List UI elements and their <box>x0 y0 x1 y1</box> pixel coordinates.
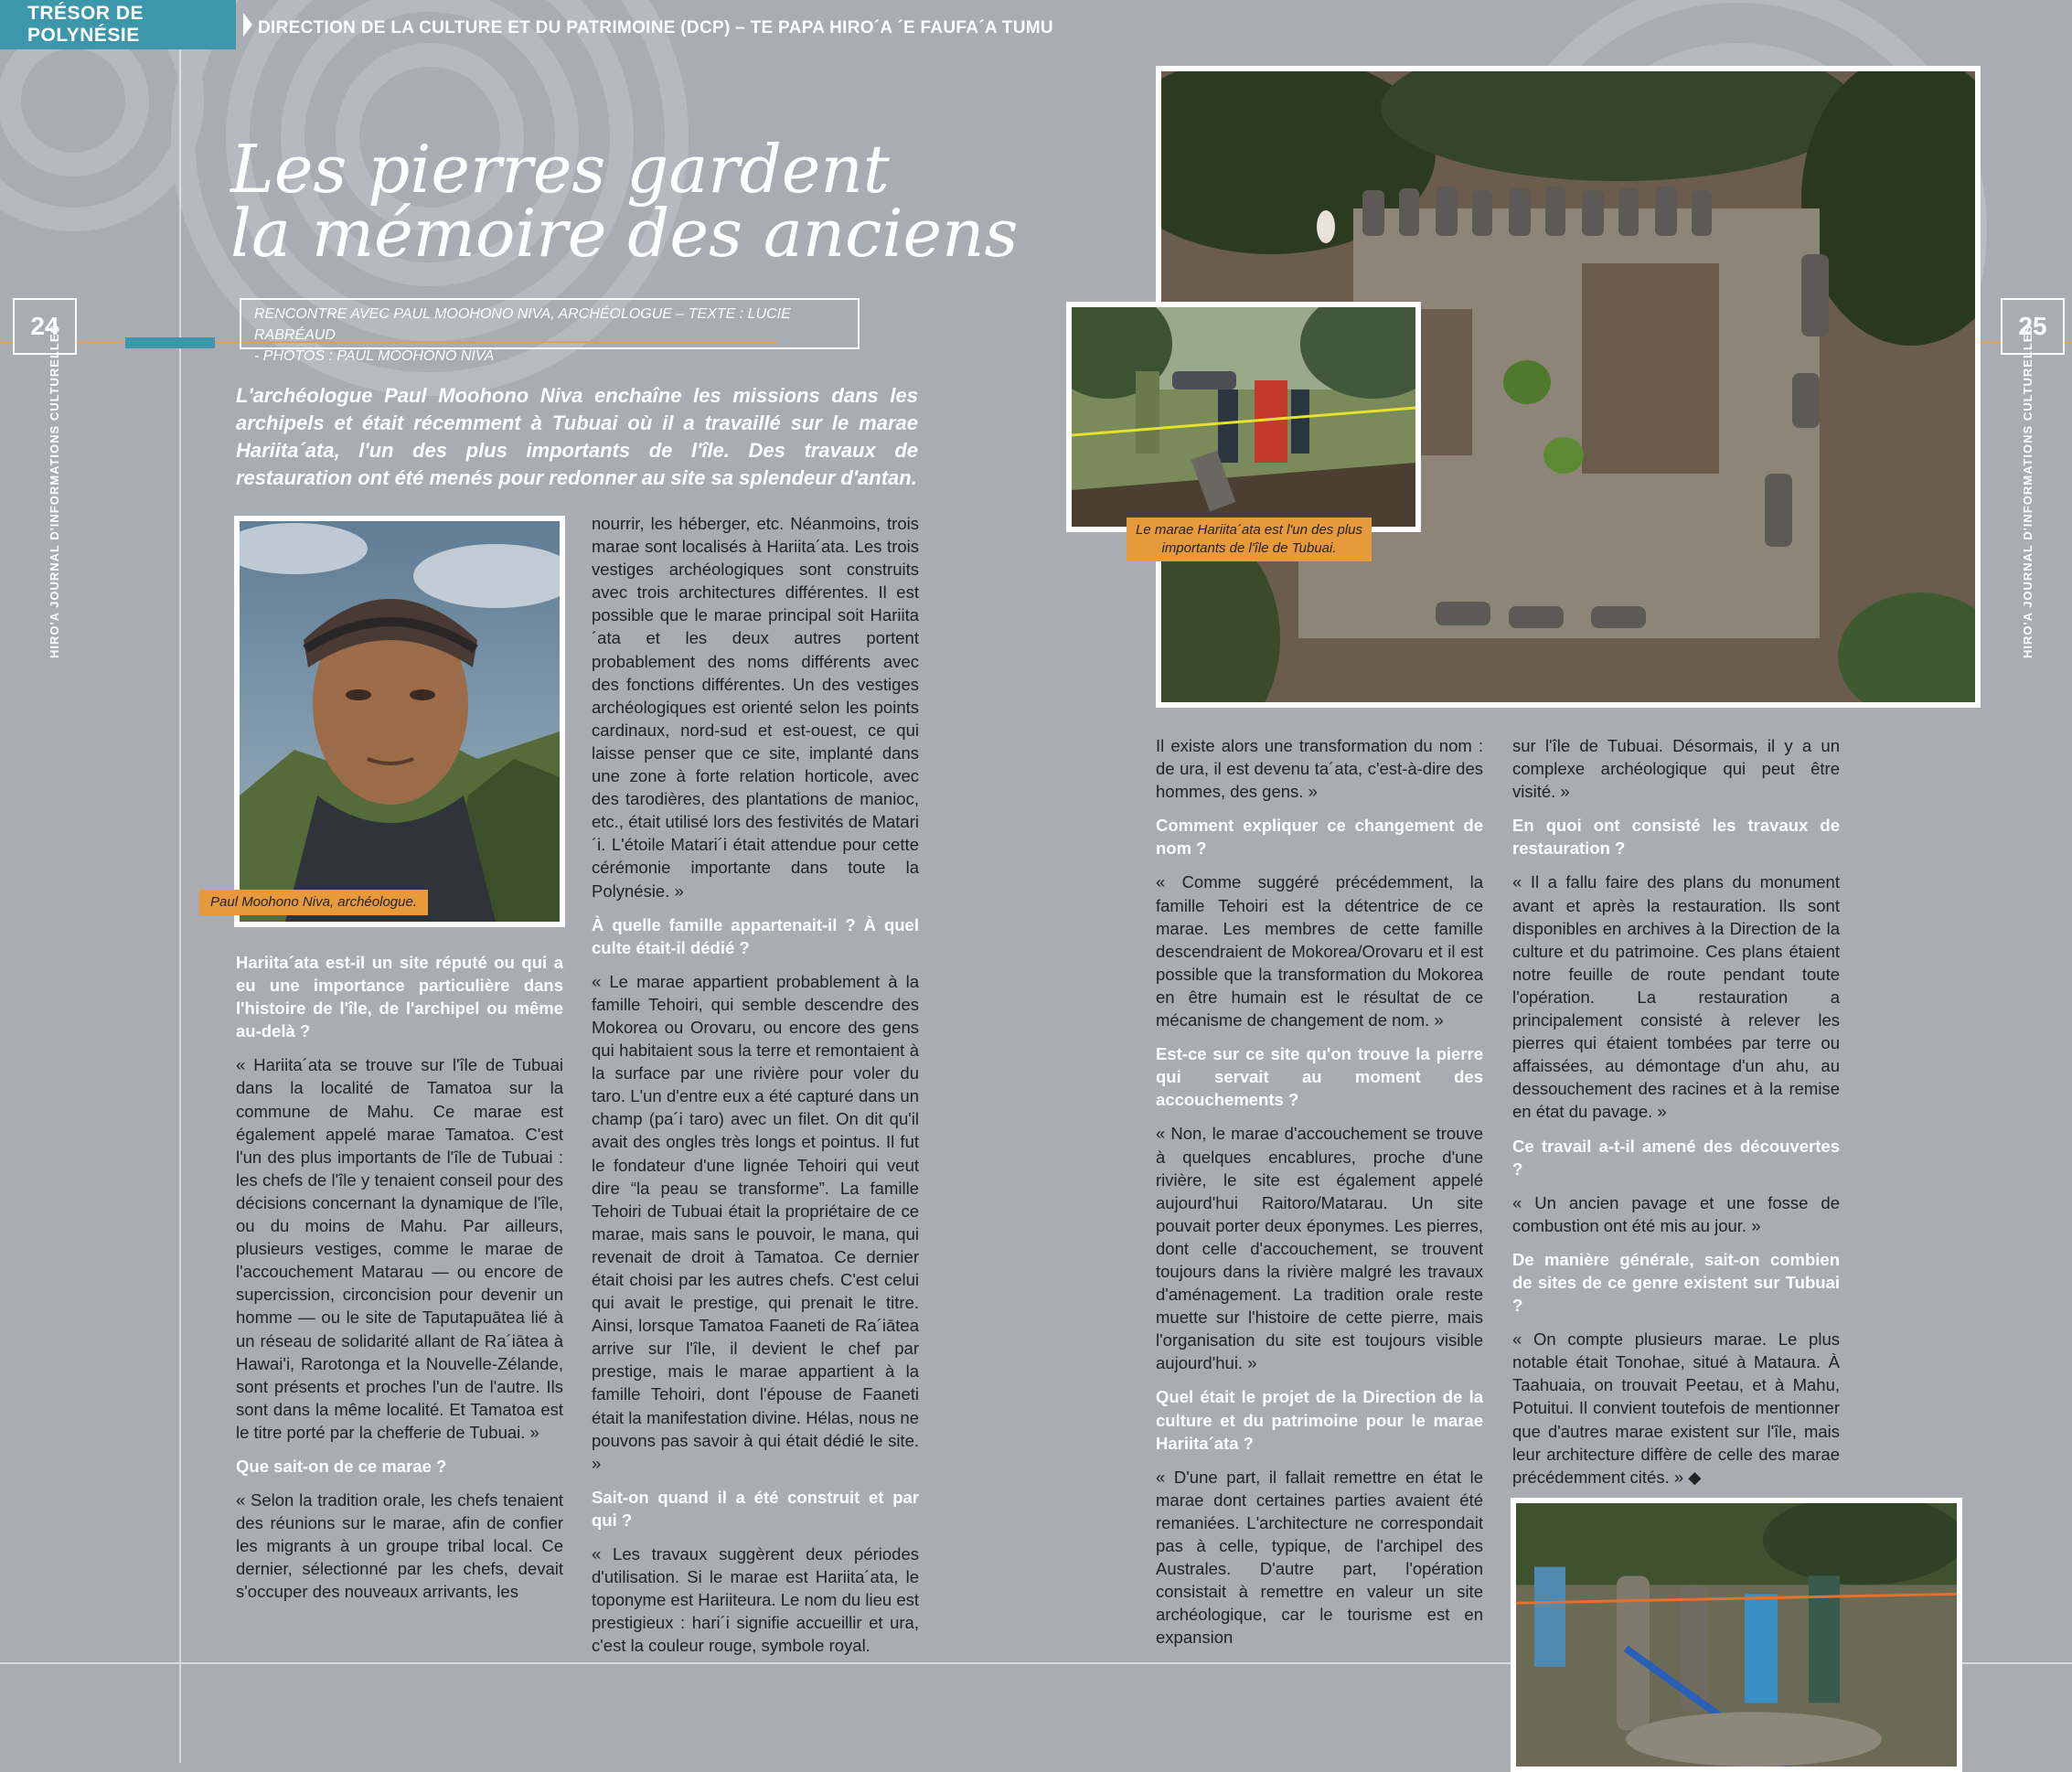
answer-2-start: « Selon la tradition orale, les chefs tenaient des réunions sur le marae, afin de confier les migrants à un groupe tribal local. Ce dernier, sélectionné par les chefs, devait s'occuper des nouveaux arrivants, les <box>236 1490 563 1602</box>
question-2: Que sait-on de ce marae ? <box>236 1456 447 1476</box>
column-3 <box>1156 734 1483 1660</box>
article-credits <box>240 298 860 364</box>
question-4: Sait-on quand il a été construit et par qui ? <box>592 1487 919 1530</box>
aerial-caption: Le marae Hariita´ata est l'un des plus importants de l'île de Tubuai. <box>1127 518 1372 561</box>
portrait-photo <box>234 516 565 927</box>
answer-6: « Non, le marae d'accouchement se trouve à quelques encablures, proche d'une rivière, le site est également appelé aujourd'hui Raitoro/Matarau. Un site pouvait porter deux éponymes. Les pierres, dont celle d'accouchement, se trouvent toujours dans la rivière malgré les travaux d'aménagement. La tradition orale reste muette sur l'histoire de cette pierre, mais l'organisation du site est toujours visible aujourd'hui. » <box>1156 1124 1483 1373</box>
header-arrow-icon <box>243 13 252 37</box>
answer-8: « Il a fallu faire des plans du monument avant et après la restauration. Ils sont disponibles en archives à la Direction de la culture et du patrimoine. Ces plans étaient notre feuille de route pendant toute l'opération. La restauration a principalement consisté à relever les pierres qui étaient tombées par terre ou affaissées, au démontage d'un ahu, au dessouchement des racines et à la remise en état du pavage. » <box>1512 872 1840 1122</box>
header-subtitle: DIRECTION DE LA CULTURE ET DU PATRIMOINE (DCP) – TE PAPA HIRO´A ´E FAUFA´A TUMU <box>258 18 1053 37</box>
answer-9: « Un ancien pavage et une fosse de combustion ont été mis au jour. » <box>1512 1192 1840 1235</box>
question-5: Comment expliquer ce changement de nom ? <box>1156 816 1483 859</box>
article-title-line1: Les pierres gardent <box>230 131 890 208</box>
column-2 <box>592 512 919 1669</box>
question-1: Hariita´ata est-il un site réputé ou qui a eu une importance particulière dans l'histoire de l'île, de l'archipel ou même au-delà ? <box>236 953 563 1041</box>
portrait-image <box>240 521 560 922</box>
answer-2-continued: nourrir, les héberger, etc. Néanmoins, trois marae sont localisés à Hariita´ata. Les trois vestiges archéologiques sont construits avec trois architectures différentes. Il est possible que le marae principal soit Hariita´ata et les deux autres portent probablement des noms différents avec des fonctions différentes. Un des vestiges archéologiques est orienté selon les points cardinaux, nord-sud et est-ouest, ce qui laisse penser que ce site, implanté dans une zone à forte relation horticole, avec des tarodières, des plantations de manioc, etc., était utilisé lors des festivités de Matari´i. L'étoile Matari´i était attendue pour cette cérémonie importante dans toute la Polynésie. » <box>592 514 919 901</box>
answer-7-start: « D'une part, il fallait remettre en état le marae dont certaines parties avaient été remaniées. L'architecture ne correspondait pas à celle, typique, de l'archipel des Australes. D'autre part, l'opération consistait à remettre en valeur un site archéologique, car le tourisme est en expansion <box>1156 1467 1483 1648</box>
question-9: Ce travail a-t-il amené des découvertes ? <box>1512 1136 1840 1179</box>
accent-bar <box>125 337 215 348</box>
column-4 <box>1512 734 1840 1500</box>
answer-10: « On compte plusieurs marae. Le plus notable était Tonohae, situé à Mataura. À Taahuaia, on trouvait Peetau, et à Mahu, Potuitui. Il convient toutefois de mentionner que d'autres marae existent sur l'île, mais leur architecture diffère de celle des marae précédemment cités. » ◆ <box>1512 1329 1840 1487</box>
article-title-line2: la mémoire des anciens <box>230 195 1019 272</box>
excavation-image <box>1516 1503 1957 1767</box>
answer-5: « Comme suggéré précédemment, la famille Tehoiri est la détentrice de ce marae. Les membres de cette famille descendraient de Mokorea/Orovaru et il est possible que la transformation du Mokorea en être humain est le résultat de ce mécanisme de changement de nom. » <box>1156 872 1483 1030</box>
question-8: En quoi ont consisté les travaux de restauration ? <box>1512 816 1840 859</box>
question-10: De manière générale, sait-on combien de sites de ce genre existent sur Tubuai ? <box>1512 1249 1840 1316</box>
excavation-photo <box>1511 1498 1962 1772</box>
article-title <box>230 131 1019 272</box>
question-7: Quel était le projet de la Direction de la culture et du patrimoine pour le marae Hariita´ata ? <box>1156 1387 1483 1453</box>
answer-3: « Le marae appartient probablement à la famille Tehoiri, qui semble descendre des Mokorea ou Orovaru, ou encore des gens qui habitaient sous la terre et remontaient à la surface par une rivière pour voler du taro. L'un d'entre eux a été capturé dans un champ (pa´i taro) avec un filet. On dit qu'il avait des ongles très longs et pointus. Il fut le fondateur d'une lignée Tehoiri qui veut dire “la peau se transforme”. La famille Tehoiri de Tubuai était la propriétaire de ce marae, mais sans le pouvoir, le mana, qui revenait de droit à Tamatoa. Ce dernier était choisi par les autres chefs. C'est celui qui avait le prestige, qui prenait le titre. Ainsi, lorsque Tamatoa Faaneti de Ra´iātea arrive sur l'île, il devient le chef par prestige, mais le marae appartient à la famille Tehoiri, dont l'épouse de Faaneti était la manifestation divine. Hélas, nous ne pouvons pas savoir à qui était dédié le site. » <box>592 971 919 1473</box>
credit-line-1: RENCONTRE AVEC PAUL MOOHONO NIVA, ARCHÉOLOGUE – TEXTE : LUCIE RABRÉAUD <box>254 306 791 343</box>
question-6: Est-ce sur ce site qu'on trouve la pierre qui servait au moment des accouchements ? <box>1156 1044 1483 1110</box>
left-margin-rule <box>179 0 181 1763</box>
restoration-team-photo <box>1066 302 1421 532</box>
page-number-left-value: 24 <box>30 312 59 340</box>
restoration-team-image <box>1072 307 1415 527</box>
question-3: À quelle famille appartenait-il ? À quel culte était-il dédié ? <box>592 914 919 957</box>
answer-7-continued: sur l'île de Tubuai. Désormais, il y a un complexe archéologique qui peut être visité. » <box>1512 736 1840 802</box>
vertical-journal-label-right: HIRO'A JOURNAL D'INFORMATIONS CULTURELLES <box>2021 324 2035 658</box>
vertical-journal-label-left: HIRO'A JOURNAL D'INFORMATIONS CULTURELLES <box>48 324 61 658</box>
page-number-left <box>13 298 77 355</box>
answer-1: « Hariita´ata se trouve sur l'île de Tubuai dans la localité de Tamatoa sur la commune de Mahu. Ce marae est également appelé marae Tamatoa. C'est l'un des plus importants de l'île de Tubuai : les chefs de l'île y tenaient conseil pour des décisions concernant la dynamique de l'île, ou du moins de Mahu. Par ailleurs, plusieurs vestiges, comme le marae de l'accouchement Matarau — ou encore de supercission, circoncision pour devenir un homme — ou le site de Taputapuātea lié à un réseau de solidarité allant de Ra´iātea à Hawai'i, Rarotonga et la Nouvelle-Zélande, sont présents et proches l'un de l'autre. Ils sont dans la même localité. Et Tamatoa est le titre porté par la chefferie de Tubuai. » <box>236 1055 563 1442</box>
answer-4-continued: Il existe alors une transformation du nom : de ura, il est devenu ta´ata, c'est-à-dire des hommes, des gens. » <box>1156 736 1483 802</box>
page-number-right-value: 25 <box>2018 312 2047 340</box>
portrait-caption: Paul Moohono Niva, archéologue. <box>199 890 428 915</box>
answer-4-start: « Les travaux suggèrent deux périodes d'utilisation. Si le marae est Hariita´ata, le toponyme est Hariiteura. Le nom du lieu est prestigieux : hari´i signifie accueillir et ura, c'est la couleur rouge, symbole royal. <box>592 1544 919 1656</box>
section-tag-label: TRÉSOR DE POLYNÉSIE <box>27 3 144 46</box>
article-lead: L'archéologue Paul Moohono Niva enchaîne les missions dans les archipels et était récemment à Tubuai où il a travaillé sur le marae Hariita´ata, l'un des plus importants de l'île. Des travaux de restauration ont été menés pour redonner au site sa splendeur d'antan. <box>236 384 918 489</box>
section-tag <box>0 0 236 49</box>
column-1 <box>236 951 563 1615</box>
credit-line-2: - PHOTOS : PAUL MOOHONO NIVA <box>254 348 495 364</box>
